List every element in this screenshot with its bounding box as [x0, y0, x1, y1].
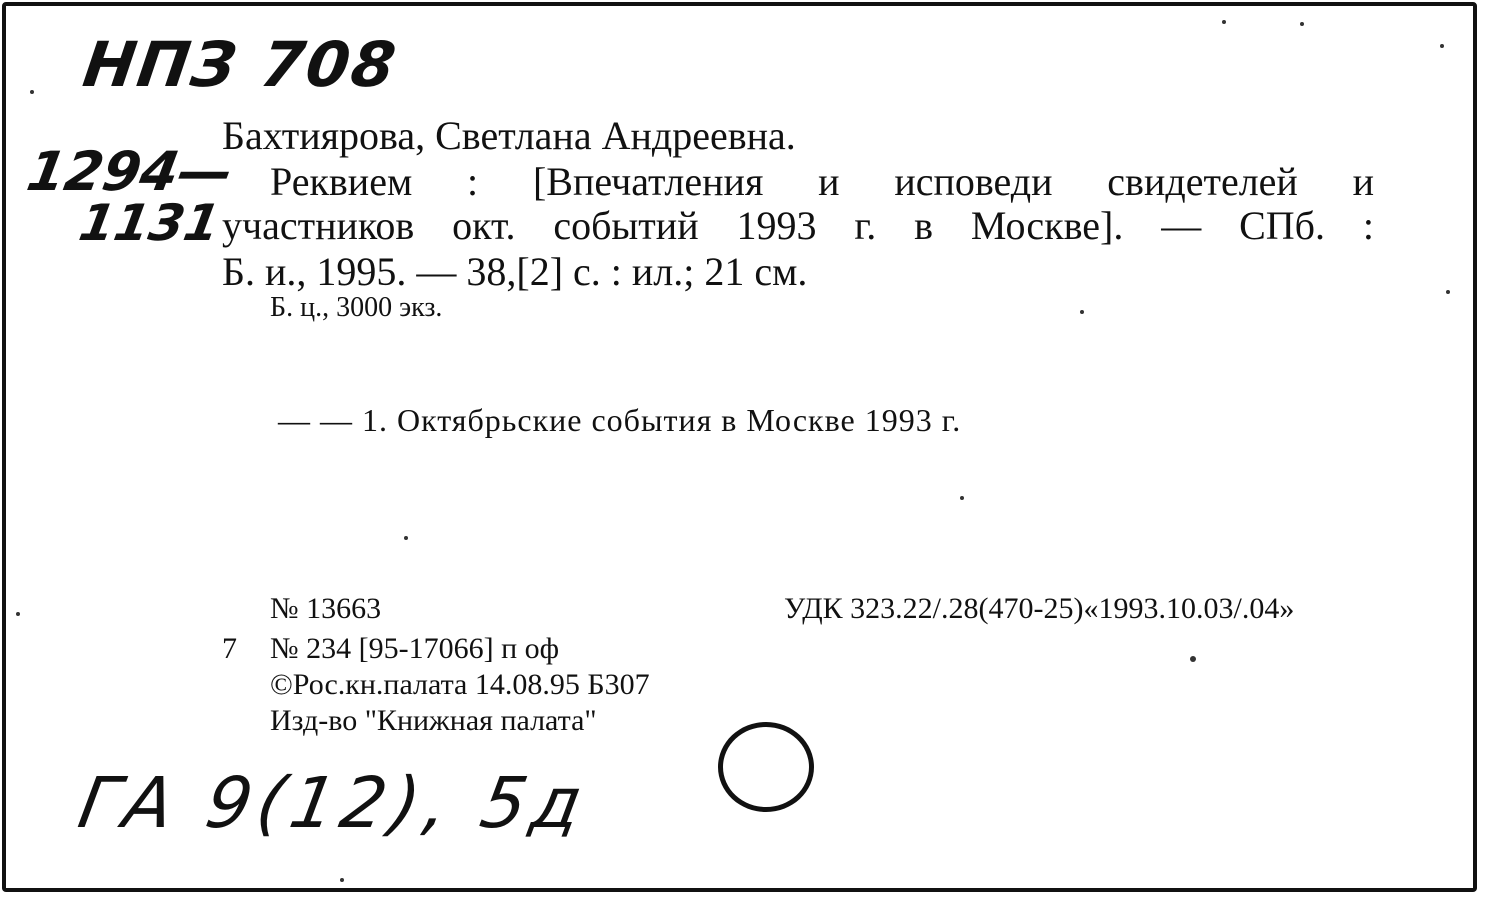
card-index-number: 7 [222, 632, 237, 665]
description-line-2: участников окт. событий 1993 г. в Москве]. — СПб. : [222, 203, 1374, 248]
speck [1222, 20, 1226, 24]
hand-drawn-circle [718, 722, 814, 812]
registration-number: № 234 [95-17066] п оф [270, 632, 560, 665]
speck [16, 612, 20, 616]
speck [30, 90, 34, 94]
speck [1190, 656, 1196, 662]
description-line-1: Реквием : [Впечатления и исповеди свидетелей и [270, 159, 1374, 204]
handwritten-number-1: 1294— [22, 140, 238, 203]
subject-heading: — — 1. Октябрьские события в Москве 1993 г. [278, 402, 962, 438]
speck [404, 536, 408, 540]
speck [960, 496, 964, 500]
udk-code: УДК 323.22/.28(470-25)«1993.10.03/.04» [784, 592, 1295, 625]
speck [1080, 310, 1084, 314]
handwritten-shelfmark: НПЗ 708 [78, 28, 402, 101]
author-heading: Бахтиярова, Светлана Андреевна. [222, 113, 796, 158]
price-note: Б. ц., 3000 экз. [270, 292, 443, 323]
description-line-3: Б. и., 1995. — 38,[2] с. : ил.; 21 см. [222, 249, 808, 294]
record-number: № 13663 [270, 592, 382, 625]
speck [1446, 290, 1450, 294]
publisher-line: Изд-во "Книжная палата" [270, 704, 597, 737]
speck [1440, 44, 1444, 48]
copyright-line: ©Рос.кн.палата 14.08.95 Б307 [270, 668, 650, 701]
speck [1300, 22, 1304, 26]
handwritten-classification: ГА 9(12), 5д [72, 762, 595, 844]
handwritten-number-2: 1131 [74, 194, 225, 252]
speck [340, 878, 344, 882]
